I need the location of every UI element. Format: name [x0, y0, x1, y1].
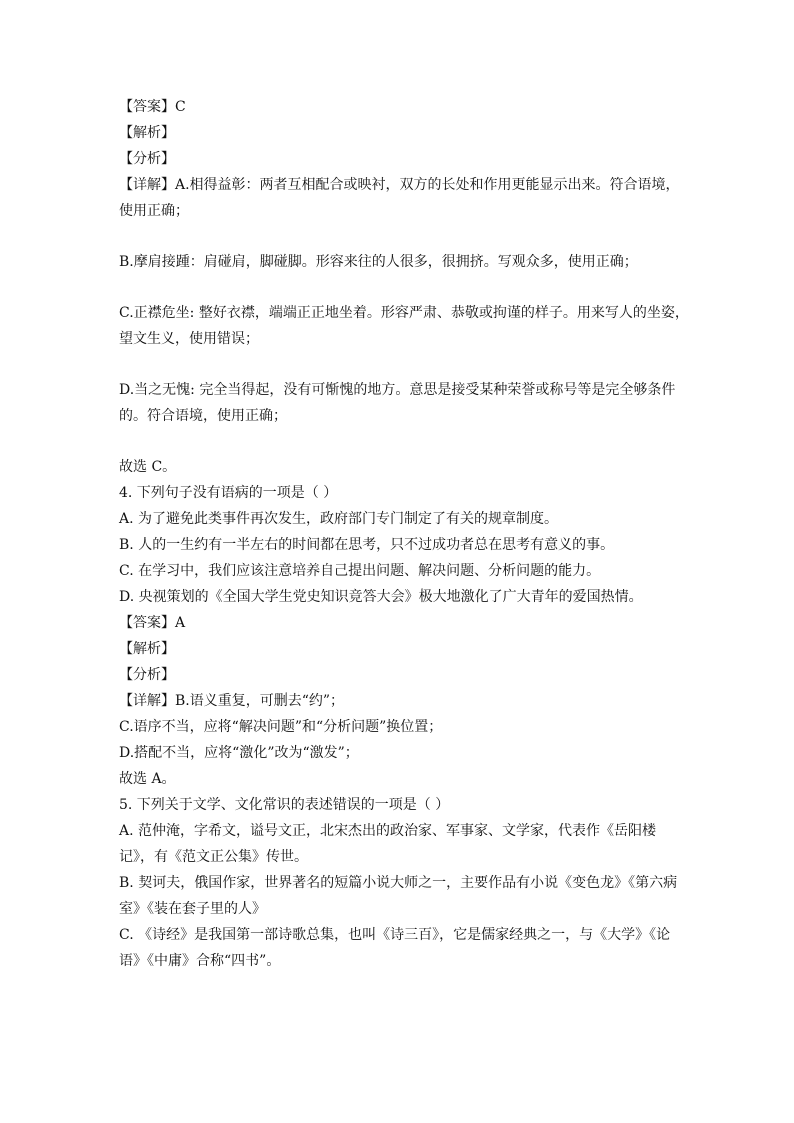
q5-option-a-line2: 记》，有《范文正公集》传世。 [119, 849, 308, 865]
q4-detail-c: C.语序不当，应将“解决问题”和“分析问题”换位置； [119, 719, 443, 735]
detail-tag: 【详解】 [119, 177, 175, 193]
answer-tag: 【答案】 [119, 615, 175, 631]
q3-conclusion: 故选 C。 [119, 459, 177, 475]
q4-answer-line [119, 610, 679, 636]
q4-option-c: C. 在学习中，我们应该注意培养自己提出问题、解决问题、分析问题的能力。 [119, 563, 601, 579]
document-page [119, 94, 689, 974]
q5-option-b-line1: B. 契诃夫，俄国作家，世界著名的短篇小说大师之一，主要作品有小说《变色龙》《第六病 [119, 875, 678, 891]
q5-option-c-line1: C. 《诗经》是我国第一部诗歌总集，也叫《诗三百》，它是儒家经典之一，与《大学》《论 [119, 927, 671, 943]
detail-b-text: B.语义重复，可删去“约”； [175, 693, 345, 709]
q4-option-d: D. 央视策划的《全国大学生党史知识竞答大会》极大地激化了广大青年的爱国热情。 [119, 589, 643, 605]
q4-analysis-tag: 【解析】 [119, 641, 175, 657]
q4-conclusion: 故选 A。 [119, 771, 176, 787]
q3-detail-a-line2: 使用正确； [119, 203, 189, 219]
q3-analysis-tag: 【解析】 [119, 125, 175, 141]
q3-detail-b: B.摩肩接踵：肩碰肩，脚碰脚。形容来往的人很多，很拥挤。写观众多，使用正确； [119, 254, 638, 270]
q3-fenxi-tag: 【分析】 [119, 151, 175, 167]
answer-tag: 【答案】 [119, 99, 175, 115]
q4-stem: 4. 下列句子没有语病的一项是（ ） [119, 485, 338, 501]
detail-tag: 【详解】 [119, 693, 175, 709]
q3-answer-line [119, 94, 679, 120]
answer-value: C [175, 99, 186, 115]
detail-a-text: A.相得益彰：两者互相配合或映衬，双方的长处和作用更能显示出来。符合语境， [175, 177, 680, 193]
q3-detail-d-line2: 的。符合语境，使用正确； [119, 408, 287, 424]
q5-option-c-line2: 语》《中庸》合称“四书”。 [119, 953, 281, 969]
q3-detail-d-line1: D.当之无愧: 完全当得起，没有可惭愧的地方。意思是接受某种荣誉或称号等是完全够条件 [119, 382, 676, 398]
q4-detail-b [119, 688, 679, 714]
q4-option-b: B. 人的一生约有一半左右的时间都在思考，只不过成功者总在思考有意义的事。 [119, 537, 615, 553]
q5-stem: 5. 下列关于文学、文化常识的表述错误的一项是（ ） [119, 797, 450, 813]
q3-detail-c-line2: 望文生义，使用错误； [119, 331, 259, 347]
q4-detail-d: D.搭配不当，应将“激化”改为“激发”； [119, 745, 359, 761]
q4-option-a: A. 为了避免此类事件再次发生，政府部门专门制定了有关的规章制度。 [119, 511, 559, 527]
q5-option-b-line2: 室》《装在套子里的人》 [119, 901, 266, 917]
q4-fenxi-tag: 【分析】 [119, 667, 175, 683]
q3-detail-a-line1 [119, 172, 679, 198]
q5-option-a-line1: A. 范仲淹，字希文，谥号文正，北宋杰出的政治家、军事家、文学家，代表作《岳阳楼 [119, 823, 657, 839]
answer-value: A [175, 615, 186, 631]
q3-detail-c-line1: C.正襟危坐: 整好衣襟，端端正正地坐着。形容严肃、恭敬或拘谨的样子。用来写人的坐姿， [119, 305, 689, 321]
